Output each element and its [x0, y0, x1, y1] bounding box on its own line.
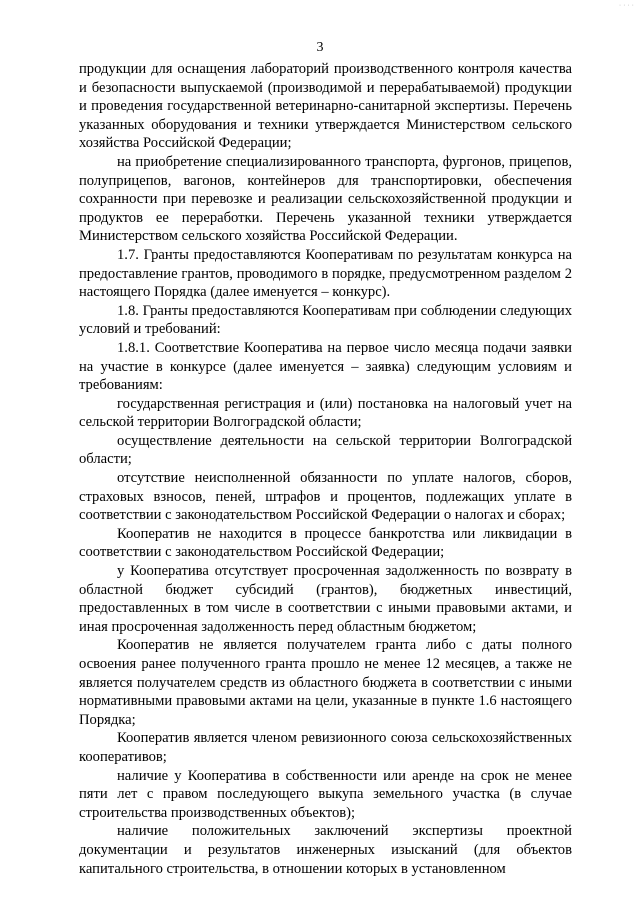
scan-corner-mark: · · · · [618, 2, 634, 9]
paragraph: 1.8.1. Соответствие Кооператива на первое число месяца подачи заявки на участие в конкурсе (далее именуется – заявка) следующим условиям и требованиям: [79, 339, 572, 394]
paragraph: Кооператив является членом ревизионного союза сельскохозяйственных кооперативов; [79, 730, 572, 765]
paragraph: на приобретение специализированного транспорта, фургонов, прицепов, полуприцепов, вагонов, контейнеров для транспортировки, обеспечения сохранности при перевозке и реализации сельскохозяйственной продукции и продуктов ее переработки. Перечень указанной техники утверждается Министерством сельского хозяйства Российской Федерации. [79, 153, 572, 245]
paragraph: осуществление деятельности на сельской территории Волгоградской области; [79, 432, 572, 468]
document-body [79, 60, 572, 878]
paragraph: Кооператив не находится в процессе банкротства или ликвидации в соответствии с законодательством Российской Федерации; [79, 525, 572, 561]
paragraph: Кооператив не является получателем гранта либо с даты полного освоения ранее полученного гранта прошло не менее 12 месяцев, а также не является получателем средств из областного бюджета в соответствии с иными нормативными правовыми актами на цели, указанные в пункте 1.6 настоящего Порядка; [79, 637, 572, 728]
paragraph: 1.8. Гранты предоставляются Кооперативам при соблюдении следующих условий и требований: [79, 302, 572, 338]
paragraph: государственная регистрация и (или) постановка на налоговый учет на сельской территории Волгоградской области; [79, 395, 572, 431]
page-number: 3 [316, 40, 324, 55]
paragraph: продукции для оснащения лабораторий производственного контроля качества и безопасности выпускаемой (производимой и перерабатываемой) продукции и проведения государственной ветеринарно-санитарной экспертизы. Перечень указанных оборудования и техники утверждается Министерством сельского хозяйства Российской Федерации; [79, 61, 572, 152]
paragraph: у Кооператива отсутствует просроченная задолженность по возврату в областной бюджет субсидий (грантов), бюджетных инвестиций, предоставленных в том числе в соответствии с иными правовыми актами, и иная просроченная задолженность перед областным бюджетом; [79, 563, 572, 635]
paragraph: наличие положительных заключений экспертизы проектной документации и результатов инженерных изысканий (для объектов капитального строительства, в отношении которых в установленном [79, 823, 572, 877]
paragraph: 1.7. Гранты предоставляются Кооперативам по результатам конкурса на предоставление грантов, проводимого в порядке, предусмотренном разделом 2 настоящего Порядка (далее именуется – конкурс). [79, 246, 572, 301]
paragraph: отсутствие неисполненной обязанности по уплате налогов, сборов, страховых взносов, пеней, штрафов и процентов, подлежащих уплате в соответствии с законодательством Российской Федерации о налогах и сборах; [79, 470, 572, 524]
paragraph: наличие у Кооператива в собственности или аренде на срок не менее пяти лет с правом последующего выкупа земельного участка (в случае строительства производственных объектов); [79, 767, 572, 821]
